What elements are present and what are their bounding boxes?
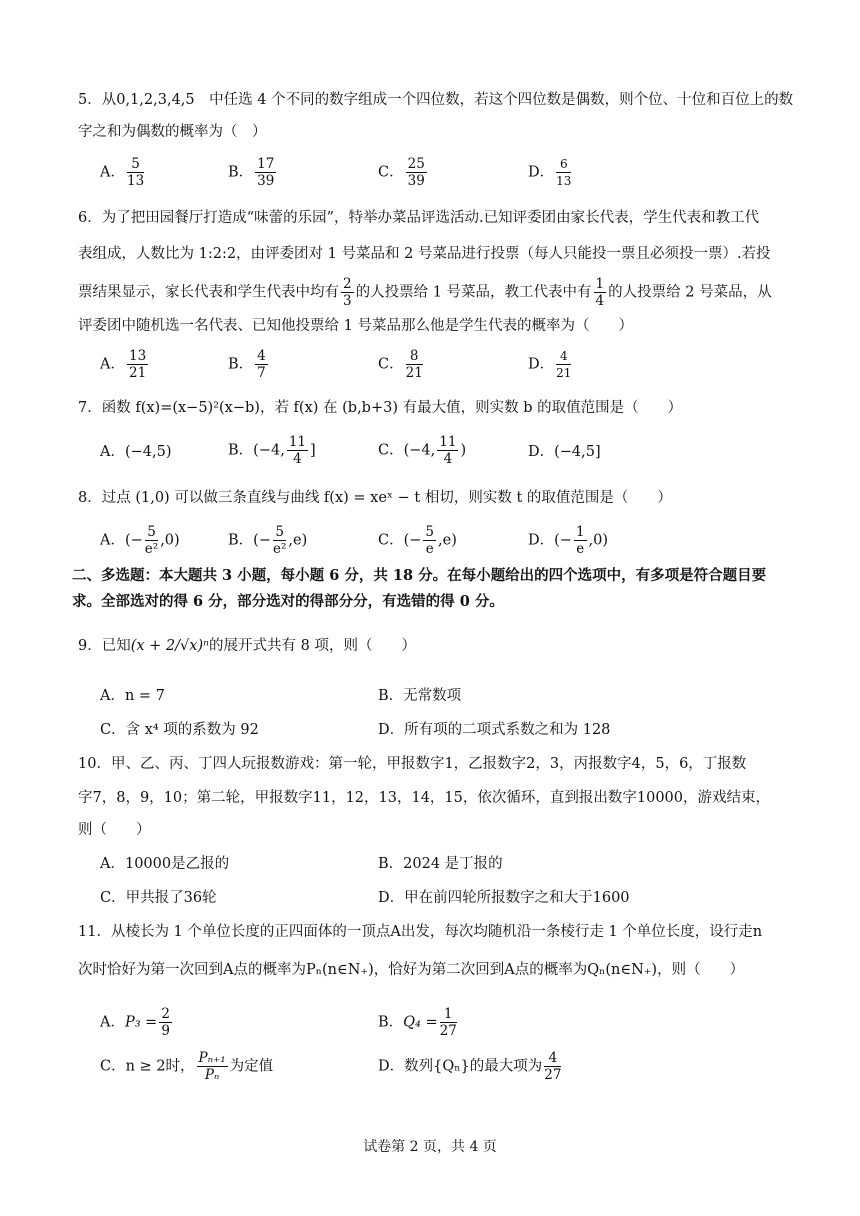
q10-option-a: A．10000是乙报的: [100, 856, 230, 872]
q7-option-d: D．(−4,5]: [528, 444, 601, 460]
q10-stem-line3: 则（ ）: [78, 822, 151, 838]
q9-option-d: D．所有项的二项式系数之和为 128: [378, 722, 611, 738]
q11-option-b: B．Q₄ = $\frac{1}{27}$: [378, 1006, 457, 1039]
q8-option-b: B．(− $\frac{5}{\text{e²}}$ ,e): [228, 524, 308, 557]
q5-option-b: B． $\frac{17}{39}$: [228, 156, 275, 189]
q11-stem-line1: 11．从棱长为 1 个单位长度的正四面体的一顶点A出发，每次均随机沿一条棱行走 1 个单位长度，设行走n: [78, 924, 763, 940]
q10-stem-line1: 10．甲、乙、丙、丁四人玩报数游戏：第一轮，甲报数字1，乙报数字2，3，丙报数字4，5，6，丁报数: [78, 756, 747, 772]
q6-stem-line3: 票结果显示，家长代表和学生代表中均有 $\frac{2}{3}$ 的人投票给 1 号菜品，教工代表中有 $\frac{1}{4}$ 的人投票给 2 号菜品，从: [78, 276, 772, 309]
q11-option-c: C．n ≥ 2时， $\frac{\text{Pₙ₊₁}}{\text{Pₙ}}$ 为定值: [100, 1050, 274, 1083]
q10-option-d: D．甲在前四轮所报数字之和大于1600: [378, 890, 630, 906]
q11-option-d: D．数列{Qₙ}的最大项为 $\frac{4}{27}$: [378, 1050, 562, 1083]
q6-option-a: A． $\frac{13}{21}$: [100, 348, 147, 381]
q5-option-c: C． $\frac{25}{39}$: [378, 156, 425, 189]
q9-option-c: C．含 x⁴ 项的系数为 92: [100, 722, 259, 738]
q6-stem-line4: 评委团中随机选一名代表、已知他投票给 1 号菜品那么他是学生代表的概率为（ ）: [78, 318, 633, 334]
q8-stem: 8．过点 (1,0) 可以做三条直线与曲线 f(x) = xeˣ − t 相切，则实数 t 的取值范围是（ ）: [78, 490, 672, 506]
q9-stem: 9．已知(x + 2/√x)ⁿ的展开式共有 8 项，则（ ）: [78, 638, 416, 654]
q6-option-b: B． $\frac{4}{7}$: [228, 348, 266, 381]
q10-option-b: B．2024 是丁报的: [378, 856, 503, 872]
q8-option-d: D．(− $\frac{1}{e}$ ,0): [528, 524, 609, 557]
q5-option-d: D． $\frac{6}{13}$: [528, 157, 572, 188]
q6-option-d: D． $\frac{4}{21}$: [528, 349, 572, 380]
q5-stem-line1: 5．从0,1,2,3,4,5 中任选 4 个不同的数字组成一个四位数，若这个四位数是偶数，则个位、十位和百位上的数: [78, 92, 794, 108]
q6-stem-line2: 表组成，人数比为 1:2:2，由评委团对 1 号菜品和 2 号菜品进行投票（每人只能投一票且必须投一票）.若投: [78, 246, 771, 262]
q8-option-a: A．(− $\frac{5}{\text{e²}}$ ,0): [100, 524, 180, 557]
page-footer: 试卷第 2 页，共 4 页: [363, 1139, 497, 1155]
q6-stem-line1: 6．为了把田园餐厅打造成“味蕾的乐园”，特举办菜品评选活动.已知评委团由家长代表，学生代表和教工代: [78, 210, 760, 226]
section2-heading-line1: 二、多选题：本大题共 3 小题，每小题 6 分，共 18 分。在每小题给出的四个选项中，有多项是符合题目要: [72, 567, 767, 584]
q9-option-b: B．无常数项: [378, 688, 462, 704]
q7-option-b: B．(−4, $\frac{11}{4}$ ]: [228, 434, 316, 467]
q10-stem-line2: 字7，8，9，10；第二轮，甲报数字11，12，13，14，15，依次循环，直到报出数字10000，游戏结束，: [78, 790, 771, 806]
q7-option-c: C．(−4, $\frac{11}{4}$ ): [378, 434, 467, 467]
q7-stem: 7．函数 f(x)=(x−5)²(x−b)，若 f(x) 在 (b,b+3) 有最大值，则实数 b 的取值范围是（ ）: [78, 400, 683, 416]
q7-option-a: A．(−4,5): [100, 444, 172, 460]
q5-option-a: A． $\frac{5}{13}$: [100, 156, 145, 189]
q5-stem-line2: 字之和为偶数的概率为（ ）: [78, 124, 267, 140]
q9-option-a: A．n = 7: [100, 688, 165, 704]
q11-option-a: A．P₃ = $\frac{2}{9}$: [100, 1006, 170, 1039]
q10-option-c: C．甲共报了36轮: [100, 890, 217, 906]
q8-option-c: C．(− $\frac{5}{e}$ ,e): [378, 524, 457, 557]
q6-option-c: C． $\frac{8}{21}$: [378, 348, 423, 381]
section2-heading-line2: 求。全部选对的得 6 分，部分选对的得部分分，有选错的得 0 分。: [72, 593, 504, 610]
q11-stem-line2: 次时恰好为第一次回到A点的概率为Pₙ(n∈N₊)，恰好为第二次回到A点的概率为Qₙ(n∈N₊)，则（ ）: [78, 962, 745, 978]
